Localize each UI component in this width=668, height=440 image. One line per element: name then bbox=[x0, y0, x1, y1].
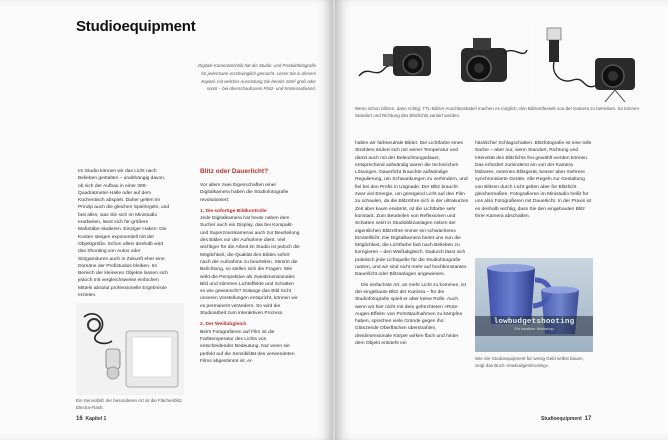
page-footer-right bbox=[541, 416, 591, 422]
right-page bbox=[335, 0, 668, 440]
page-number: 16 bbox=[76, 416, 83, 422]
footer-chapter: Kapitel 1 bbox=[85, 416, 107, 422]
flash-on-cable-photo bbox=[533, 24, 641, 102]
body-paragraph: Vor allem zwei Eigenschaften einer Digitalkamera haben die Studiofotografie revolutioniert: bbox=[200, 183, 289, 203]
body-paragraph: halten wir farbneutrale Bilder. Die Lichtfarbe eines Strahlers ändert sich mit seiner Temperatur und damit auch mit der Beleuchtungsdauer, entsprechend aufwändig waren die technischen Lösungen. Dauerlicht brauchte aufwändige Regulierung, um Schwankungen zu verhindern, und fiel bei den Profis in Ungnade. Der Blitz braucht zwar viel Energie, um genügend Licht auf den Film zu schaulen, da die Blitzröhre sich in der ultrakurzen Zeit aber kaum erwärmt, ist die Lichtfarbe sehr konstant. Zum Beurteilen von Reflexionen und Schatten setzt in Studioblitzanlagen neben der eigentlichen Blitzröhre immer ein schwächeres Einstelllicht. Die Digitalkamera bietet uns nun die Möglichkeit, die Lichtfarbe fast nach Belieben zu korrigieren – den Weißabgleich. Dadurch lässt sich praktisch jede Lichtquelle für die Studiofotografie nutzen, und wir sind nicht mehr auf hochkonstantes Dauerlicht oder Blitzanlagen angewiesen. bbox=[355, 141, 469, 278]
flash-cable-photo-1 bbox=[355, 24, 439, 94]
subheading-bildkontrolle: 1. Die sofortige Bildkontrolle bbox=[200, 208, 267, 214]
page-number: 17 bbox=[584, 416, 592, 422]
body-paragraph: Die einfachste Art, an mehr Licht zu kommen, ist der eingebaute Blitz der Kamera – für die Studiofotografie spielt er aber keine Rolle. Auch wenn wir hier nicht mit dem gefürchteten »Rote-Augen-Effekt« von Porträtaufnahmen zu kämpfen haben, sprechen viele Gründe gegen ihn: Glänzende Oberflächen überstrahlen, dreidimensionale Körper wirken flach und hinter dem Objekt entsteht ein bbox=[355, 282, 466, 347]
body-paragraph: Beim Fotografieren auf Film ist die Farbtemperatur des Lichts von entscheidender Bedeutung. Nur wenn sie perfekt auf die Sensibilität des verwendeten Films abgestimmt ist, er- bbox=[200, 329, 295, 364]
section-heading: Blitz oder Dauerlicht? bbox=[200, 168, 269, 175]
cover-title: lowbudgetshooting bbox=[493, 318, 575, 326]
body-paragraph: Jede Digitalkamera hat heute neben dem Sucher auch ein Display, das bei Kompakt- und Superzoomkameras auch zur Beurteilung des Bildes vor der Aufnahme dient. Viel wichtiger für die Arbeit im Studio ist jedoch die Möglichkeit, die Qualität des Bildes sofort nach der Aufnahme zu beurteilen. Stimmt die Belichtung, so stellen sich die Fragen: Wie wirkt die Perspektive als zweidimensionales Bild und stimmen Lichteffekte und Schatten so wie gewünscht? Solange das Bild nicht unseren Vorstellungen entspricht, können wir es permanent verändern. So wird die Studioarbeit zum interaktiven Prozess. bbox=[200, 216, 300, 317]
chapter-intro: Digitale Kameratechnik hat die Studio- und Produktfotografie für jedermann erschwinglich gemacht. Lesen Sie in diesem Kapitel, mit welcher Ausrüstung Sie bereits 10m² groß oder sonst – bei überschaubarem Platz- und Kostenaufwand. bbox=[198, 63, 316, 92]
lowbudgetshooting-cover bbox=[475, 258, 593, 352]
electra-flash-photo bbox=[76, 303, 184, 395]
cover-caption: Wie Sie Studioequipment für wenig Geld selbst bauen, zeigt das Buch »lowbudgetshooting«. bbox=[475, 356, 584, 368]
photo-caption: Ein Senvolbilz der besonderen Art ist die Flächenblitz Electra-Flash. bbox=[76, 398, 183, 410]
body-column-4 bbox=[475, 140, 593, 220]
cover-banner bbox=[475, 316, 593, 336]
flash-cable-photo-2 bbox=[443, 24, 529, 94]
cover-subtitle: Ein kreativer Workshop bbox=[514, 327, 554, 331]
body-column-3 bbox=[355, 140, 469, 347]
top-photo-caption: Wenn schon blitzen, dann richtig: TTL-Blitzer Anschlusskabel machen es möglich, den Blitzentfesselt von der Kamera zu betreiben. So können Standort und Richtung des Blitzlichts variiert werden. bbox=[355, 106, 639, 118]
body-column-2 bbox=[200, 182, 300, 365]
left-page bbox=[0, 0, 333, 440]
footer-chapter: Studioequipment bbox=[541, 416, 582, 422]
body-paragraph: Im Studio können wir das Licht nach Belieben gestalten – unabhängig davon, ob sich der Aufbau in einer 300-Quadratmeter-Halle oder auf dem Küchentisch abspielt. Daher gelten im Prinzip auch die gleichen Spielregeln, und fast alles, was Sie sich im Ministudio erarbeiten, lässt sich für größere Maßstäbe skalieren. Einziger Haken: Die Kosten steigen exponentiell mit der Objektgröße. Schon allein deshalb wird das Shooting von Autos oder Sitzgarnituren auch in Zukunft eher eine Domäne der Profistudios bleiben. Im Bereich der kleineren Objekte lassen sich jedoch mit vergleichsweise einfachen Mitteln absolut professionelle Ergebnisse erzielen. bbox=[78, 169, 170, 299]
chapter-title: Studioequipment bbox=[76, 18, 196, 35]
body-paragraph: hässlicher Schlagschatten. Blitzfotografie ist eine tolle Sache – aber nur, wenn Standort, Richtung und Intensität des Blitzlichts frei gewählt werden können. Das erfordert zuminderst ein von der Kamera lösbares, externes Blitzgerät, besser aber mehrere synchronisierte Geräte. Alle Regeln zur Gestaltung von Blitzen durch Licht gelten aber für Blitzlicht gleichermaßen. Fotografieren im Ministudio heißt für uns also Fotografieren mit Dauerlicht. In der Praxis ist es deshalb wichtig, dass Sie den eingebauten Blitz Ihrer Kamera abschalten. bbox=[475, 141, 592, 219]
page-footer-left bbox=[76, 416, 106, 422]
subheading-weissabgleich: 2. Der Weißabgleich bbox=[200, 322, 247, 328]
body-column-1 bbox=[78, 168, 170, 299]
